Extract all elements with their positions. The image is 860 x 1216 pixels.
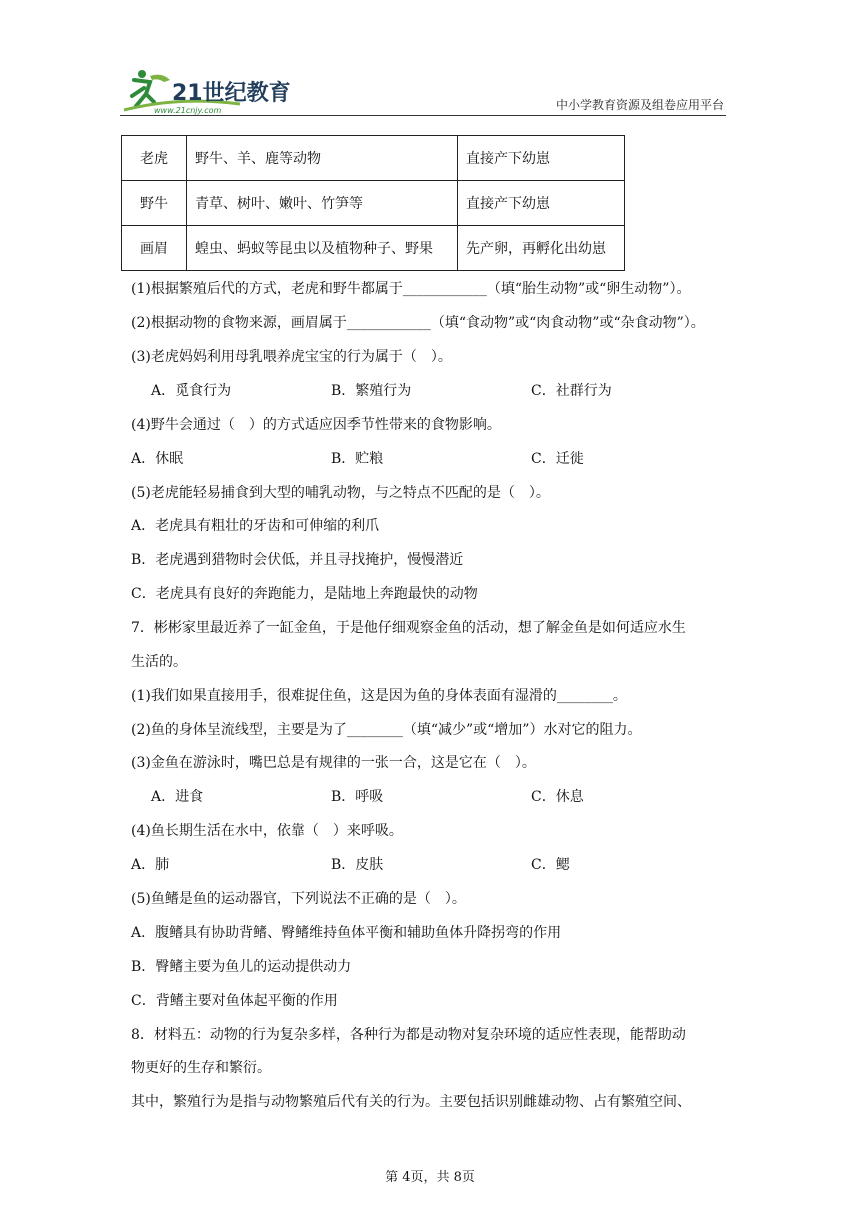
question-7-stem-2: 生活的。 <box>131 654 187 670</box>
question-6-4: (4)野牛会通过（ ）的方式适应因季节性带来的食物影响。 <box>131 417 501 433</box>
option-c: C．迁徙 <box>531 451 584 467</box>
logo-url: www.21cnjy.com <box>154 106 222 115</box>
option-c: C．休息 <box>531 789 584 805</box>
table-cell-food: 青草、树叶、嫩叶、竹笋等 <box>187 181 458 226</box>
question-7-3: (3)金鱼在游泳时，嘴巴总是有规律的一张一合，这是它在（ ）。 <box>131 755 536 771</box>
option-6-5-b: B．老虎遇到猎物时会伏低，并且寻找掩护，慢慢潜近 <box>131 552 464 568</box>
page-number: 第 4页，共 8页 <box>385 1170 475 1185</box>
header-rule <box>120 115 726 116</box>
option-6-5-a: A．老虎具有粗壮的牙齿和可伸缩的利爪 <box>131 518 380 534</box>
option-b: B．皮肤 <box>331 857 384 873</box>
logo-text: 21世纪教育 <box>172 81 291 106</box>
question-6-1: (1)根据繁殖后代的方式，老虎和野牛都属于____________（填“胎生动物”或“卵生动物”）。 <box>131 281 691 297</box>
option-c: C．社群行为 <box>531 383 612 399</box>
option-6-5-c: C．老虎具有良好的奔跑能力，是陆地上奔跑最快的动物 <box>131 586 478 602</box>
question-6-2: (2)根据动物的食物来源，画眉属于____________（填“食动物”或“肉食动物”或“杂食动物”）。 <box>131 315 705 331</box>
option-c: C．鳃 <box>531 857 570 873</box>
table-cell-reproduction: 先产卵，再孵化出幼崽 <box>458 226 625 271</box>
options-7-3 <box>151 787 651 807</box>
platform-title: 中小学教育资源及组卷应用平台 <box>555 98 724 112</box>
question-6-5: (5)老虎能轻易捕食到大型的哺乳动物，与之特点不匹配的是（ ）。 <box>131 485 550 501</box>
question-7-4: (4)鱼长期生活在水中，依靠（ ）来呼吸。 <box>131 823 403 839</box>
page-header <box>120 66 726 116</box>
option-7-5-a: A．腹鳍具有协助背鳍、臀鳍维持鱼体平衡和辅助鱼体升降拐弯的作用 <box>131 925 562 941</box>
table-row <box>122 136 625 181</box>
option-b: B．呼吸 <box>331 789 384 805</box>
options-7-4 <box>131 855 651 875</box>
question-6-3: (3)老虎妈妈利用母乳喂养虎宝宝的行为属于（ ）。 <box>131 349 452 365</box>
table-cell-food: 野牛、羊、鹿等动物 <box>187 136 458 181</box>
question-8-line-2: 物更好的生存和繁衍。 <box>131 1060 271 1076</box>
question-7-stem-1: 7．彬彬家里最近养了一缸金鱼，于是他仔细观察金鱼的活动，想了解金鱼是如何适应水生 <box>131 620 686 636</box>
table-cell-reproduction: 直接产下幼崽 <box>458 181 625 226</box>
question-7-5: (5)鱼鳍是鱼的运动器官，下列说法不正确的是（ ）。 <box>131 891 466 907</box>
table-cell-reproduction: 直接产下幼崽 <box>458 136 625 181</box>
question-8-line-3: 其中，繁殖行为是指与动物繁殖后代有关的行为。主要包括识别雌雄动物、占有繁殖空间、 <box>131 1094 691 1110</box>
table-row <box>122 181 625 226</box>
option-7-5-b: B．臀鳍主要为鱼儿的运动提供动力 <box>131 959 352 975</box>
option-a: A．进食 <box>151 789 204 805</box>
option-a: A．觅食行为 <box>151 383 232 399</box>
table-row <box>122 226 625 271</box>
options-6-4 <box>131 449 651 469</box>
options-6-3 <box>151 381 651 401</box>
option-7-5-c: C．背鳍主要对鱼体起平衡的作用 <box>131 993 338 1009</box>
table-cell-animal: 野牛 <box>122 181 187 226</box>
animal-table <box>121 135 625 271</box>
table-cell-food: 蝗虫、蚂蚁等昆虫以及植物种子、野果 <box>187 226 458 271</box>
option-b: B．繁殖行为 <box>331 383 412 399</box>
table-cell-animal: 画眉 <box>122 226 187 271</box>
question-7-2: (2)鱼的身体呈流线型，主要是为了________（填“减少”或“增加”）水对它的阻力。 <box>131 722 642 738</box>
question-7-1: (1)我们如果直接用手，很难捉住鱼，这是因为鱼的身体表面有湿滑的________。 <box>131 688 627 704</box>
option-a: A．肺 <box>131 857 170 873</box>
option-b: B．贮粮 <box>331 451 384 467</box>
question-8-line-1: 8．材料五：动物的行为复杂多样，各种行为都是动物对复杂环境的适应性表现，能帮助动 <box>131 1027 686 1043</box>
table-cell-animal: 老虎 <box>122 136 187 181</box>
logo-21cnjy <box>120 66 310 116</box>
option-a: A．休眠 <box>131 451 184 467</box>
